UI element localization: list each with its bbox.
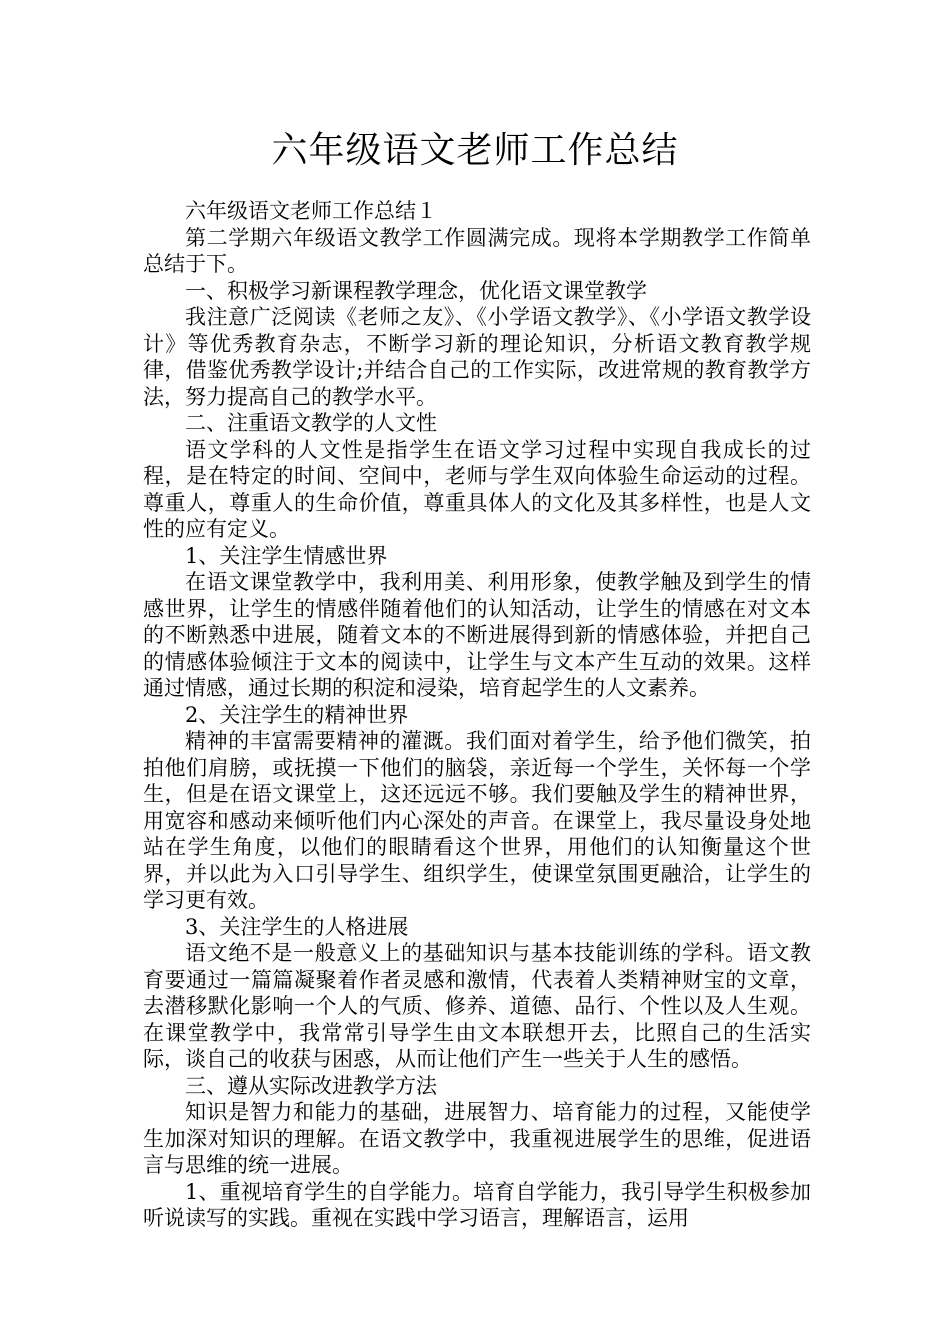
body-paragraph: 1、重视培育学生的自学能力。培育自学能力，我引导学生积极参加听说读写的实践。重视在实践中学习语言，理解语言，运用 bbox=[143, 1179, 811, 1230]
document-body bbox=[143, 198, 811, 1232]
section-heading: 三、遵从实际改进教学方法 bbox=[185, 1073, 437, 1098]
body-paragraph: 语文绝不是一般意义上的基础知识与基本技能训练的学科。语文教育要通过一篇篇凝聚着作者灵感和激情，代表着人类精神财宝的文章，去潜移默化影响一个人的气质、修养、道德、品行、个性以及人生观。在课堂教学中，我常常引导学生由文本联想开去，比照自己的生活实际，谈自己的收获与困惑，从而让他们产生一些关于人生的感悟。 bbox=[143, 941, 811, 1071]
body-paragraph: 我注意广泛阅读《老师之友》、《小学语文教学》、《小学语文教学设计》等优秀教育杂志，不断学习新的理论知识，分析语文教育教学规律，借鉴优秀教学设计;并结合自己的工作实际，改进常规的教育教学方法，努力提高自己的教学水平。 bbox=[143, 305, 811, 409]
section-heading: 一、积极学习新课程教学理念，优化语文课堂教学 bbox=[185, 278, 647, 303]
body-paragraph: 第二学期六年级语文教学工作圆满完成。现将本学期教学工作简单总结于下。 bbox=[143, 225, 811, 276]
body-paragraph: 语文学科的人文性是指学生在语文学习过程中实现自我成长的过程，是在特定的时间、空间中，老师与学生双向体验生命运动的过程。尊重人，尊重人的生命价值，尊重具体人的文化及其多样性，也是人文性的应有定义。 bbox=[143, 437, 811, 541]
section-heading: 二、注重语文教学的人文性 bbox=[185, 411, 437, 435]
body-paragraph: 精神的丰富需要精神的灌溉。我们面对着学生，给予他们微笑，拍拍他们肩膀，或抚摸一下他们的脑袋，亲近每一个学生，关怀每一个学生，但是在语文课堂上，这还远远不够。我们要触及学生的精神世界，用宽容和感动来倾听他们内心深处的声音。在课堂上，我尽量设身处地站在学生角度，以他们的眼睛看这个世界，用他们的认知衡量这个世界，并以此为入口引导学生、组织学生，使课堂氛围更融洽，让学生的学习更有效。 bbox=[143, 729, 811, 912]
section-heading: 1、关注学生情感世界 bbox=[185, 543, 388, 568]
section-heading: 2、关注学生的精神世界 bbox=[185, 702, 409, 727]
body-paragraph: 在语文课堂教学中，我利用美、利用形象，使教学触及到学生的情感世界，让学生的情感伴随着他们的认知活动，让学生的情感在对文本的不断熟悉中进展，随着文本的不断进展得到新的情感体验，并把自己的情感体验倾注于文本的阅读中，让学生与文本产生互动的效果。这样通过情感，通过长期的积淀和浸染，培育起学生的人文素养。 bbox=[143, 570, 811, 700]
body-paragraph: 知识是智力和能力的基础，进展智力、培育能力的过程，又能使学生加深对知识的理解。在语文教学中，我重视进展学生的思维，促进语言与思维的统一进展。 bbox=[143, 1100, 811, 1177]
document-title: 六年级语文老师工作总结 bbox=[271, 130, 679, 171]
section-heading: 3、关注学生的人格进展 bbox=[185, 914, 409, 939]
section-heading: 六年级语文老师工作总结１ bbox=[185, 199, 437, 223]
